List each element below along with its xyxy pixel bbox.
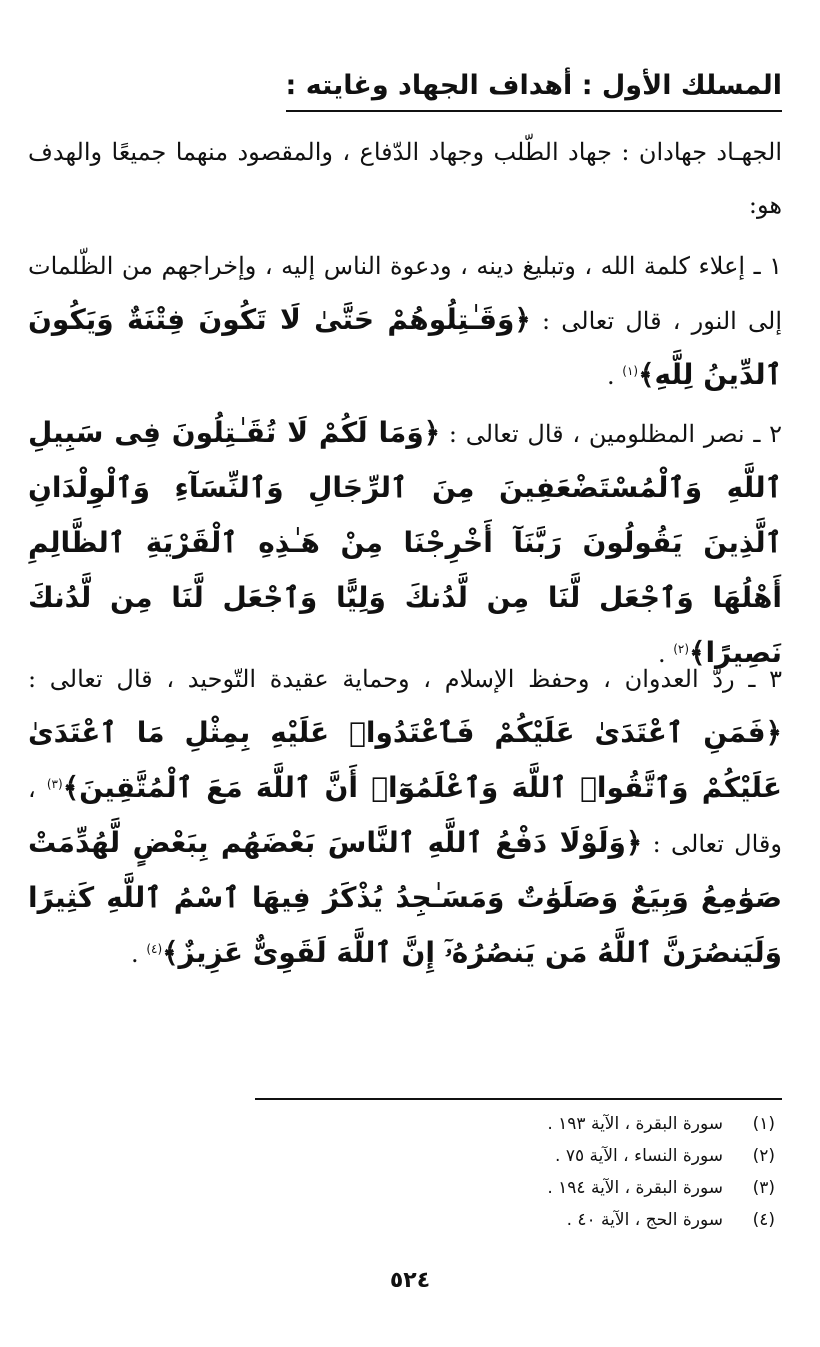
footnote-text: سورة البقرة ، الآية ١٩٣ . bbox=[547, 1114, 723, 1134]
footnote-number: (١) bbox=[752, 1114, 775, 1134]
footnotes bbox=[215, 1108, 775, 1236]
point-3-quran-verse-2: ﴿وَلَوْلَا دَفْعُ ٱللَّهِ ٱلنَّاسَ بَعْضَهُم بِبَعْضٍ لَّهُدِّمَتْ صَوَٰمِعُ وَبِيَعٌ وَصَلَوَٰتٌ وَمَسَـٰجِدُ يُذْكَرُ فِيهَا ٱسْمُ ٱللَّهِ كَثِيرًا وَلَيَنصُرَنَّ ٱللَّهُ مَن يَنصُرُهُۥٓ إِنَّ ٱللَّهَ لَقَوِىٌّ عَزِيزٌ﴾ bbox=[28, 826, 782, 969]
footnote-text: سورة البقرة ، الآية ١٩٤ . bbox=[547, 1178, 723, 1198]
footnote-number: (٣) bbox=[752, 1178, 775, 1198]
point-1-text: ١ ـ إعلاء كلمة الله ، وتبليغ دينه ، ودعوة الناس إليه ، وإخراجهم من الظّلمات إلى النور ، قال تعالى : bbox=[28, 252, 782, 335]
point-2-text: ٢ ـ نصر المظلومين ، قال تعالى : bbox=[440, 420, 782, 448]
point-3-end: . bbox=[131, 940, 147, 968]
point-1-end: . bbox=[607, 362, 623, 390]
point-3-quran-verse: ﴿فَمَنِ ٱعْتَدَىٰ عَلَيْكُمْ فَٱعْتَدُوا۟ عَلَيْهِ بِمِثْلِ مَا ٱعْتَدَىٰ عَلَيْكُمْ وَٱتَّقُوا۟ ٱللَّهَ وَٱعْلَمُوٓا۟ أَنَّ ٱللَّهَ مَعَ ٱلْمُتَّقِينَ﴾ bbox=[28, 716, 782, 804]
page-number: ٥٢٤ bbox=[389, 1268, 431, 1293]
footnote-ref-4: (٤) bbox=[146, 942, 163, 956]
footnote-number: (٤) bbox=[752, 1210, 775, 1230]
point-2-end: . bbox=[657, 640, 674, 668]
footnote-text: سورة النساء ، الآية ٧٥ . bbox=[555, 1146, 723, 1166]
footnote-3 bbox=[215, 1172, 775, 1204]
point-3-paragraph bbox=[28, 653, 782, 981]
point-1-paragraph bbox=[28, 240, 782, 403]
point-3-middle: ، وقال تعالى : bbox=[28, 775, 782, 858]
footnote-1 bbox=[215, 1108, 775, 1140]
footnote-ref-1: (١) bbox=[622, 364, 639, 378]
footnote-ref-2: (٢) bbox=[673, 642, 690, 656]
point-3-text: ٣ ـ ردّ العدوان ، وحفظ الإسلام ، وحماية عقيدة التّوحيد ، قال تعالى : bbox=[28, 665, 782, 693]
footnote-4 bbox=[215, 1204, 775, 1236]
footnote-divider bbox=[255, 1098, 782, 1100]
footnote-text: سورة الحج ، الآية ٤٠ . bbox=[566, 1210, 723, 1230]
footnote-ref-3: (٣) bbox=[46, 777, 63, 791]
footnote-number: (٢) bbox=[752, 1146, 775, 1166]
point-2-quran-verse: ﴿وَمَا لَكُمْ لَا تُقَـٰتِلُونَ فِى سَبِيلِ ٱللَّهِ وَٱلْمُسْتَضْعَفِينَ مِنَ ٱلرِّجَالِ وَٱلنِّسَآءِ وَٱلْوِلْدَانِ ٱلَّذِينَ يَقُولُونَ رَبَّنَآ أَخْرِجْنَا مِنْ هَـٰذِهِ ٱلْقَرْيَةِ ٱلظَّالِمِ أَهْلُهَا وَٱجْعَل لَّنَا مِن لَّدُنكَ وَلِيًّا وَٱجْعَل لَّنَا مِن لَّدُنكَ نَصِيرًا﴾ bbox=[28, 416, 782, 669]
footnote-2 bbox=[215, 1140, 775, 1172]
point-2-paragraph bbox=[28, 406, 782, 681]
intro-paragraph: الجهـاد جهادان : جهاد الطّلب وجهاد الدّفاع ، والمقصود منهما جميعًا والهدف هو: bbox=[28, 138, 782, 219]
section-heading: المسلك الأول : أهداف الجهاد وغايته : bbox=[286, 66, 782, 112]
point-1-quran-verse: ﴿وَقَـٰتِلُوهُمْ حَتَّىٰ لَا تَكُونَ فِتْنَةٌ وَيَكُونَ ٱلدِّينُ لِلَّهِ﴾ bbox=[28, 303, 782, 391]
